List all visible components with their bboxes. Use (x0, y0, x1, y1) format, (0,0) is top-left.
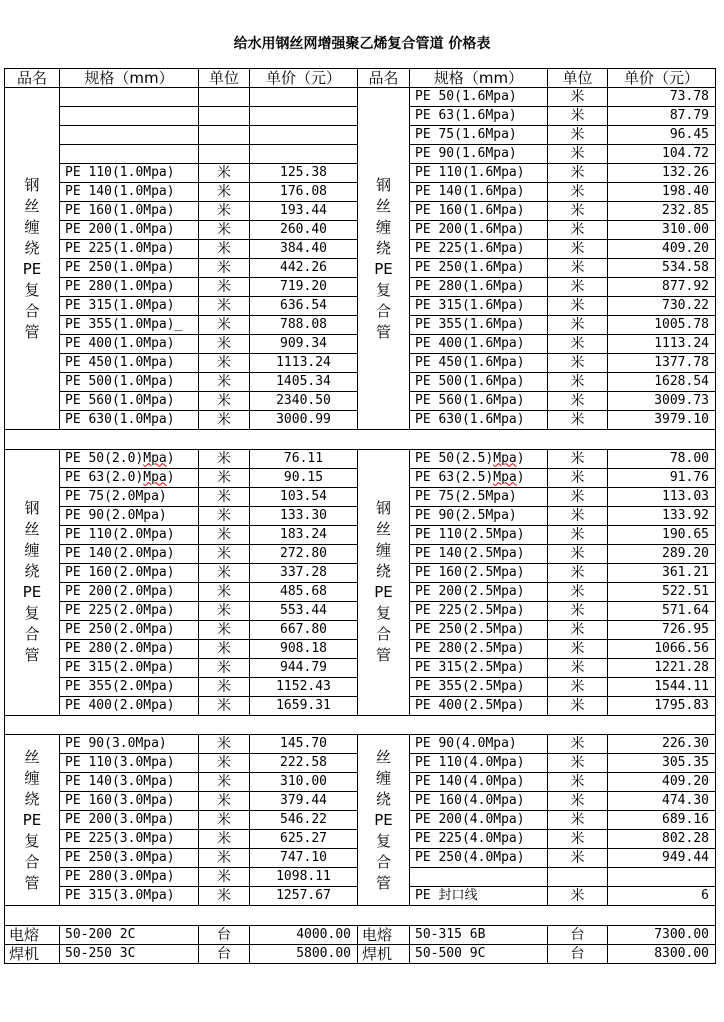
unit-cell: 米 (548, 354, 608, 373)
unit-cell: 米 (199, 335, 250, 354)
spec-cell: PE 90(4.0Mpa) (410, 735, 548, 754)
spec-cell: PE 63(1.6Mpa) (410, 107, 548, 126)
price-cell: 183.24 (250, 525, 358, 544)
unit-cell: 米 (548, 411, 608, 430)
column-header: 规格（mm） (60, 69, 199, 88)
spell-mark: Mpa (493, 469, 517, 485)
spell-mark: Mpa (143, 450, 167, 466)
spec-cell: PE 250(1.6Mpa) (410, 259, 548, 278)
price-cell: 949.44 (608, 849, 716, 868)
price-cell: 788.08 (250, 316, 358, 335)
product-name-left: 钢 丝 缠 绕 PE 复 合 管 (5, 88, 60, 430)
price-cell: 1377.78 (608, 354, 716, 373)
price-cell: 8300.00 (608, 944, 716, 963)
unit-cell: 米 (548, 601, 608, 620)
separator-cell (5, 906, 716, 926)
unit-cell: 米 (548, 563, 608, 582)
price-table (4, 68, 716, 964)
price-cell: 1544.11 (608, 677, 716, 696)
unit-cell: 米 (199, 601, 250, 620)
price-cell: 5800.00 (250, 944, 358, 963)
price-cell: 747.10 (250, 849, 358, 868)
price-cell: 1221.28 (608, 658, 716, 677)
price-cell: 442.26 (250, 259, 358, 278)
column-header: 规格（mm） (410, 69, 548, 88)
machine-spec: 50-315 6B (410, 925, 548, 944)
price-cell: 337.28 (250, 563, 358, 582)
price-cell: 909.34 (250, 335, 358, 354)
spec-cell: PE 500(1.6Mpa) (410, 373, 548, 392)
unit-cell: 米 (548, 259, 608, 278)
product-name-right: 丝 缠 绕 PE 复 合 管 (358, 735, 410, 906)
spec-cell (60, 145, 199, 164)
unit-cell: 米 (548, 735, 608, 754)
unit-cell: 米 (548, 887, 608, 906)
spec-cell: PE 280(2.0Mpa) (60, 639, 199, 658)
unit-cell: 米 (548, 316, 608, 335)
price-cell: 133.92 (608, 506, 716, 525)
unit-cell: 米 (199, 487, 250, 506)
spec-cell: PE 90(3.0Mpa) (60, 735, 199, 754)
price-cell: 409.20 (608, 240, 716, 259)
spec-cell: PE 75(2.5Mpa) (410, 487, 548, 506)
price-cell: 1005.78 (608, 316, 716, 335)
unit-cell: 米 (548, 183, 608, 202)
spec-cell: PE 315(1.6Mpa) (410, 297, 548, 316)
price-cell: 802.28 (608, 830, 716, 849)
unit-cell: 米 (548, 696, 608, 715)
spec-cell: PE 50(2.5)Mpa) (410, 449, 548, 468)
unit-cell: 米 (199, 468, 250, 487)
price-cell: 379.44 (250, 792, 358, 811)
table-row (5, 449, 716, 468)
column-header: 单价（元） (250, 69, 358, 88)
unit-cell (199, 88, 250, 107)
unit-cell: 米 (199, 164, 250, 183)
unit-cell: 米 (548, 373, 608, 392)
unit-cell: 米 (548, 107, 608, 126)
unit-cell: 米 (199, 183, 250, 202)
unit-cell: 米 (548, 145, 608, 164)
spec-cell: PE 450(1.6Mpa) (410, 354, 548, 373)
spec-cell: PE 110(1.0Mpa) (60, 164, 199, 183)
unit-cell: 米 (199, 677, 250, 696)
price-cell: 91.76 (608, 468, 716, 487)
unit-cell: 米 (548, 544, 608, 563)
spec-cell: PE 160(2.0Mpa) (60, 563, 199, 582)
column-header: 单价（元） (608, 69, 716, 88)
unit-cell: 米 (199, 582, 250, 601)
spec-cell: PE 315(1.0Mpa) (60, 297, 199, 316)
spec-cell: PE 90(2.0Mpa) (60, 506, 199, 525)
unit-cell: 台 (548, 944, 608, 963)
price-cell: 571.64 (608, 601, 716, 620)
spec-cell: PE 250(4.0Mpa) (410, 849, 548, 868)
unit-cell: 米 (199, 278, 250, 297)
unit-cell: 米 (548, 240, 608, 259)
spec-cell: PE 63(2.0)Mpa) (60, 468, 199, 487)
spec-cell: PE 355(1.6Mpa) (410, 316, 548, 335)
price-cell: 76.11 (250, 449, 358, 468)
price-cell: 730.22 (608, 297, 716, 316)
unit-cell: 米 (548, 582, 608, 601)
spec-cell: PE 140(3.0Mpa) (60, 773, 199, 792)
price-cell: 1257.67 (250, 887, 358, 906)
unit-cell: 米 (548, 525, 608, 544)
unit-cell (199, 126, 250, 145)
unit-cell (199, 145, 250, 164)
price-cell: 1659.31 (250, 696, 358, 715)
machine-spec: 50-250 3C (60, 944, 199, 963)
separator-row (5, 906, 716, 926)
machine-spec: 50-200 2C (60, 925, 199, 944)
unit-cell: 米 (199, 373, 250, 392)
spec-cell: PE 63(2.5)Mpa) (410, 468, 548, 487)
spec-cell: PE 315(3.0Mpa) (60, 887, 199, 906)
column-header: 单位 (548, 69, 608, 88)
spec-cell: PE 280(2.5Mpa) (410, 639, 548, 658)
price-cell (608, 868, 716, 887)
spec-cell: PE 140(1.6Mpa) (410, 183, 548, 202)
spec-cell: PE 200(3.0Mpa) (60, 811, 199, 830)
unit-cell: 米 (199, 354, 250, 373)
price-cell: 877.92 (608, 278, 716, 297)
price-cell: 232.85 (608, 202, 716, 221)
spec-cell: PE 90(1.6Mpa) (410, 145, 548, 164)
price-cell (250, 107, 358, 126)
unit-cell: 米 (199, 735, 250, 754)
price-cell: 1628.54 (608, 373, 716, 392)
column-header: 品名 (358, 69, 410, 88)
spec-cell: PE 225(1.0Mpa) (60, 240, 199, 259)
spec-cell: PE 75(1.6Mpa) (410, 126, 548, 145)
spec-cell: PE 225(4.0Mpa) (410, 830, 548, 849)
spec-cell (60, 126, 199, 145)
unit-cell: 米 (548, 754, 608, 773)
unit-cell: 米 (199, 506, 250, 525)
machine-name: 焊机 (358, 944, 410, 963)
price-cell: 260.40 (250, 221, 358, 240)
unit-cell: 米 (548, 449, 608, 468)
spec-cell: PE 140(4.0Mpa) (410, 773, 548, 792)
price-cell: 667.80 (250, 620, 358, 639)
unit-cell (199, 107, 250, 126)
price-cell: 113.03 (608, 487, 716, 506)
unit-cell: 米 (548, 392, 608, 411)
price-cell: 132.26 (608, 164, 716, 183)
price-cell: 190.65 (608, 525, 716, 544)
price-cell: 474.30 (608, 792, 716, 811)
price-cell: 96.45 (608, 126, 716, 145)
unit-cell: 米 (199, 773, 250, 792)
spec-cell (60, 88, 199, 107)
spec-cell: PE 160(4.0Mpa) (410, 792, 548, 811)
price-cell: 689.16 (608, 811, 716, 830)
price-cell: 310.00 (250, 773, 358, 792)
price-cell: 625.27 (250, 830, 358, 849)
price-cell: 1152.43 (250, 677, 358, 696)
price-cell: 145.70 (250, 735, 358, 754)
machine-name: 电熔 (5, 925, 60, 944)
spec-cell: PE 400(2.0Mpa) (60, 696, 199, 715)
unit-cell: 台 (199, 925, 250, 944)
column-header: 单位 (199, 69, 250, 88)
spec-cell: PE 50(2.0)Mpa) (60, 449, 199, 468)
price-cell: 125.38 (250, 164, 358, 183)
unit-cell: 米 (199, 449, 250, 468)
unit-cell (548, 868, 608, 887)
spec-cell: PE 110(4.0Mpa) (410, 754, 548, 773)
price-cell: 6 (608, 887, 716, 906)
price-cell: 193.44 (250, 202, 358, 221)
price-cell: 310.00 (608, 221, 716, 240)
unit-cell: 米 (548, 468, 608, 487)
price-cell: 305.35 (608, 754, 716, 773)
unit-cell: 米 (199, 525, 250, 544)
spec-cell: PE 250(3.0Mpa) (60, 849, 199, 868)
unit-cell: 米 (199, 887, 250, 906)
unit-cell: 米 (199, 221, 250, 240)
price-cell: 2340.50 (250, 392, 358, 411)
spec-cell: PE 250(2.5Mpa) (410, 620, 548, 639)
spec-cell: PE 200(1.0Mpa) (60, 221, 199, 240)
price-cell: 726.95 (608, 620, 716, 639)
unit-cell: 米 (199, 316, 250, 335)
unit-cell: 米 (548, 773, 608, 792)
product-name-right: 钢 丝 缠 绕 PE 复 合 管 (358, 449, 410, 715)
spec-cell: PE 560(1.6Mpa) (410, 392, 548, 411)
unit-cell: 米 (199, 754, 250, 773)
unit-cell: 米 (548, 792, 608, 811)
price-cell: 7300.00 (608, 925, 716, 944)
spec-cell: PE 50(1.6Mpa) (410, 88, 548, 107)
spec-cell: PE 500(1.0Mpa) (60, 373, 199, 392)
unit-cell: 米 (199, 792, 250, 811)
price-cell: 78.00 (608, 449, 716, 468)
price-cell: 522.51 (608, 582, 716, 601)
price-cell: 553.44 (250, 601, 358, 620)
unit-cell: 米 (548, 221, 608, 240)
price-cell: 73.78 (608, 88, 716, 107)
price-cell: 4000.00 (250, 925, 358, 944)
spec-cell: PE 355(1.0Mpa)_ (60, 316, 199, 335)
machine-name: 焊机 (5, 944, 60, 963)
price-cell: 485.68 (250, 582, 358, 601)
product-name-right: 钢 丝 缠 绕 PE 复 合 管 (358, 88, 410, 430)
table-row (5, 88, 716, 107)
price-cell: 226.30 (608, 735, 716, 754)
unit-cell: 米 (199, 297, 250, 316)
price-cell: 198.40 (608, 183, 716, 202)
price-cell: 384.40 (250, 240, 358, 259)
price-cell: 176.08 (250, 183, 358, 202)
unit-cell: 米 (548, 811, 608, 830)
spec-cell: PE 400(2.5Mpa) (410, 696, 548, 715)
spec-cell: PE 封口线 (410, 887, 548, 906)
product-name-left: 丝 缠 绕 PE 复 合 管 (5, 735, 60, 906)
unit-cell: 米 (548, 88, 608, 107)
separator-cell (5, 715, 716, 735)
spec-cell: PE 630(1.0Mpa) (60, 411, 199, 430)
spec-cell: PE 630(1.6Mpa) (410, 411, 548, 430)
price-cell (250, 145, 358, 164)
spec-cell: PE 160(2.5Mpa) (410, 563, 548, 582)
price-cell: 87.79 (608, 107, 716, 126)
spec-cell: PE 355(2.5Mpa) (410, 677, 548, 696)
spec-cell: PE 200(4.0Mpa) (410, 811, 548, 830)
spec-cell: PE 75(2.0Mpa) (60, 487, 199, 506)
spec-cell: PE 225(1.6Mpa) (410, 240, 548, 259)
price-cell: 1066.56 (608, 639, 716, 658)
price-cell: 90.15 (250, 468, 358, 487)
price-cell (250, 88, 358, 107)
product-name-left: 钢 丝 缠 绕 PE 复 合 管 (5, 449, 60, 715)
unit-cell: 米 (548, 126, 608, 145)
machine-row (5, 944, 716, 963)
unit-cell: 米 (548, 164, 608, 183)
spec-cell: PE 315(2.0Mpa) (60, 658, 199, 677)
unit-cell: 米 (548, 278, 608, 297)
unit-cell: 米 (199, 811, 250, 830)
spec-cell: PE 450(1.0Mpa) (60, 354, 199, 373)
spec-cell: PE 110(1.6Mpa) (410, 164, 548, 183)
spec-cell: PE 200(1.6Mpa) (410, 221, 548, 240)
unit-cell: 米 (548, 297, 608, 316)
price-cell: 103.54 (250, 487, 358, 506)
unit-cell: 米 (199, 868, 250, 887)
spec-cell: PE 250(2.0Mpa) (60, 620, 199, 639)
spec-cell: PE 315(2.5Mpa) (410, 658, 548, 677)
unit-cell: 米 (199, 411, 250, 430)
spec-cell: PE 280(3.0Mpa) (60, 868, 199, 887)
spec-cell: PE 160(3.0Mpa) (60, 792, 199, 811)
spec-cell: PE 225(2.5Mpa) (410, 601, 548, 620)
price-cell: 1113.24 (608, 335, 716, 354)
price-cell: 546.22 (250, 811, 358, 830)
price-cell: 222.58 (250, 754, 358, 773)
unit-cell: 米 (548, 620, 608, 639)
spec-cell (60, 107, 199, 126)
price-cell: 1795.83 (608, 696, 716, 715)
machine-row (5, 925, 716, 944)
unit-cell: 米 (199, 392, 250, 411)
price-cell: 908.18 (250, 639, 358, 658)
price-cell (250, 126, 358, 145)
spec-cell: PE 400(1.0Mpa) (60, 335, 199, 354)
unit-cell: 米 (199, 240, 250, 259)
spec-cell: PE 400(1.6Mpa) (410, 335, 548, 354)
unit-cell: 米 (199, 696, 250, 715)
unit-cell: 米 (199, 830, 250, 849)
spec-cell: PE 160(1.0Mpa) (60, 202, 199, 221)
spec-cell: PE 200(2.0Mpa) (60, 582, 199, 601)
price-cell: 1113.24 (250, 354, 358, 373)
unit-cell: 米 (548, 658, 608, 677)
unit-cell: 米 (199, 658, 250, 677)
spell-mark: Mpa (143, 469, 167, 485)
unit-cell: 米 (548, 487, 608, 506)
unit-cell: 米 (199, 544, 250, 563)
price-cell: 272.80 (250, 544, 358, 563)
price-cell: 3000.99 (250, 411, 358, 430)
unit-cell: 米 (199, 563, 250, 582)
price-cell: 1098.11 (250, 868, 358, 887)
unit-cell: 米 (199, 620, 250, 639)
unit-cell: 米 (548, 639, 608, 658)
separator-cell (5, 430, 716, 450)
unit-cell: 米 (199, 639, 250, 658)
unit-cell: 米 (199, 202, 250, 221)
spec-cell: PE 90(2.5Mpa) (410, 506, 548, 525)
spec-cell: PE 560(1.0Mpa) (60, 392, 199, 411)
unit-cell: 米 (548, 677, 608, 696)
price-cell: 361.21 (608, 563, 716, 582)
spec-cell: PE 110(2.0Mpa) (60, 525, 199, 544)
spec-cell: PE 225(3.0Mpa) (60, 830, 199, 849)
unit-cell: 米 (548, 849, 608, 868)
machine-spec: 50-500 9C (410, 944, 548, 963)
header-row (5, 69, 716, 88)
price-cell: 719.20 (250, 278, 358, 297)
unit-cell: 米 (548, 506, 608, 525)
price-cell: 3979.10 (608, 411, 716, 430)
spec-cell: PE 140(2.5Mpa) (410, 544, 548, 563)
unit-cell: 台 (548, 925, 608, 944)
price-cell: 944.79 (250, 658, 358, 677)
unit-cell: 米 (548, 830, 608, 849)
spec-cell: PE 225(2.0Mpa) (60, 601, 199, 620)
spec-cell (410, 868, 548, 887)
column-header: 品名 (5, 69, 60, 88)
unit-cell: 米 (548, 335, 608, 354)
unit-cell: 米 (199, 849, 250, 868)
spec-cell: PE 200(2.5Mpa) (410, 582, 548, 601)
price-cell: 636.54 (250, 297, 358, 316)
unit-cell: 台 (199, 944, 250, 963)
separator-row (5, 715, 716, 735)
separator-row (5, 430, 716, 450)
spec-cell: PE 140(1.0Mpa) (60, 183, 199, 202)
price-cell: 104.72 (608, 145, 716, 164)
price-cell: 1405.34 (250, 373, 358, 392)
price-cell: 289.20 (608, 544, 716, 563)
spec-cell: PE 110(3.0Mpa) (60, 754, 199, 773)
spec-cell: PE 250(1.0Mpa) (60, 259, 199, 278)
spec-cell: PE 280(1.6Mpa) (410, 278, 548, 297)
machine-name: 电熔 (358, 925, 410, 944)
price-cell: 534.58 (608, 259, 716, 278)
spec-cell: PE 355(2.0Mpa) (60, 677, 199, 696)
price-cell: 133.30 (250, 506, 358, 525)
page-title: 给水用钢丝网增强聚乙烯复合管道 价格表 (233, 36, 491, 52)
spec-cell: PE 140(2.0Mpa) (60, 544, 199, 563)
spec-cell: PE 280(1.0Mpa) (60, 278, 199, 297)
unit-cell: 米 (199, 259, 250, 278)
table-row (5, 735, 716, 754)
spell-mark: Mpa (493, 450, 517, 466)
unit-cell: 米 (548, 202, 608, 221)
price-cell: 409.20 (608, 773, 716, 792)
price-cell: 3009.73 (608, 392, 716, 411)
spec-cell: PE 110(2.5Mpa) (410, 525, 548, 544)
spec-cell: PE 160(1.6Mpa) (410, 202, 548, 221)
